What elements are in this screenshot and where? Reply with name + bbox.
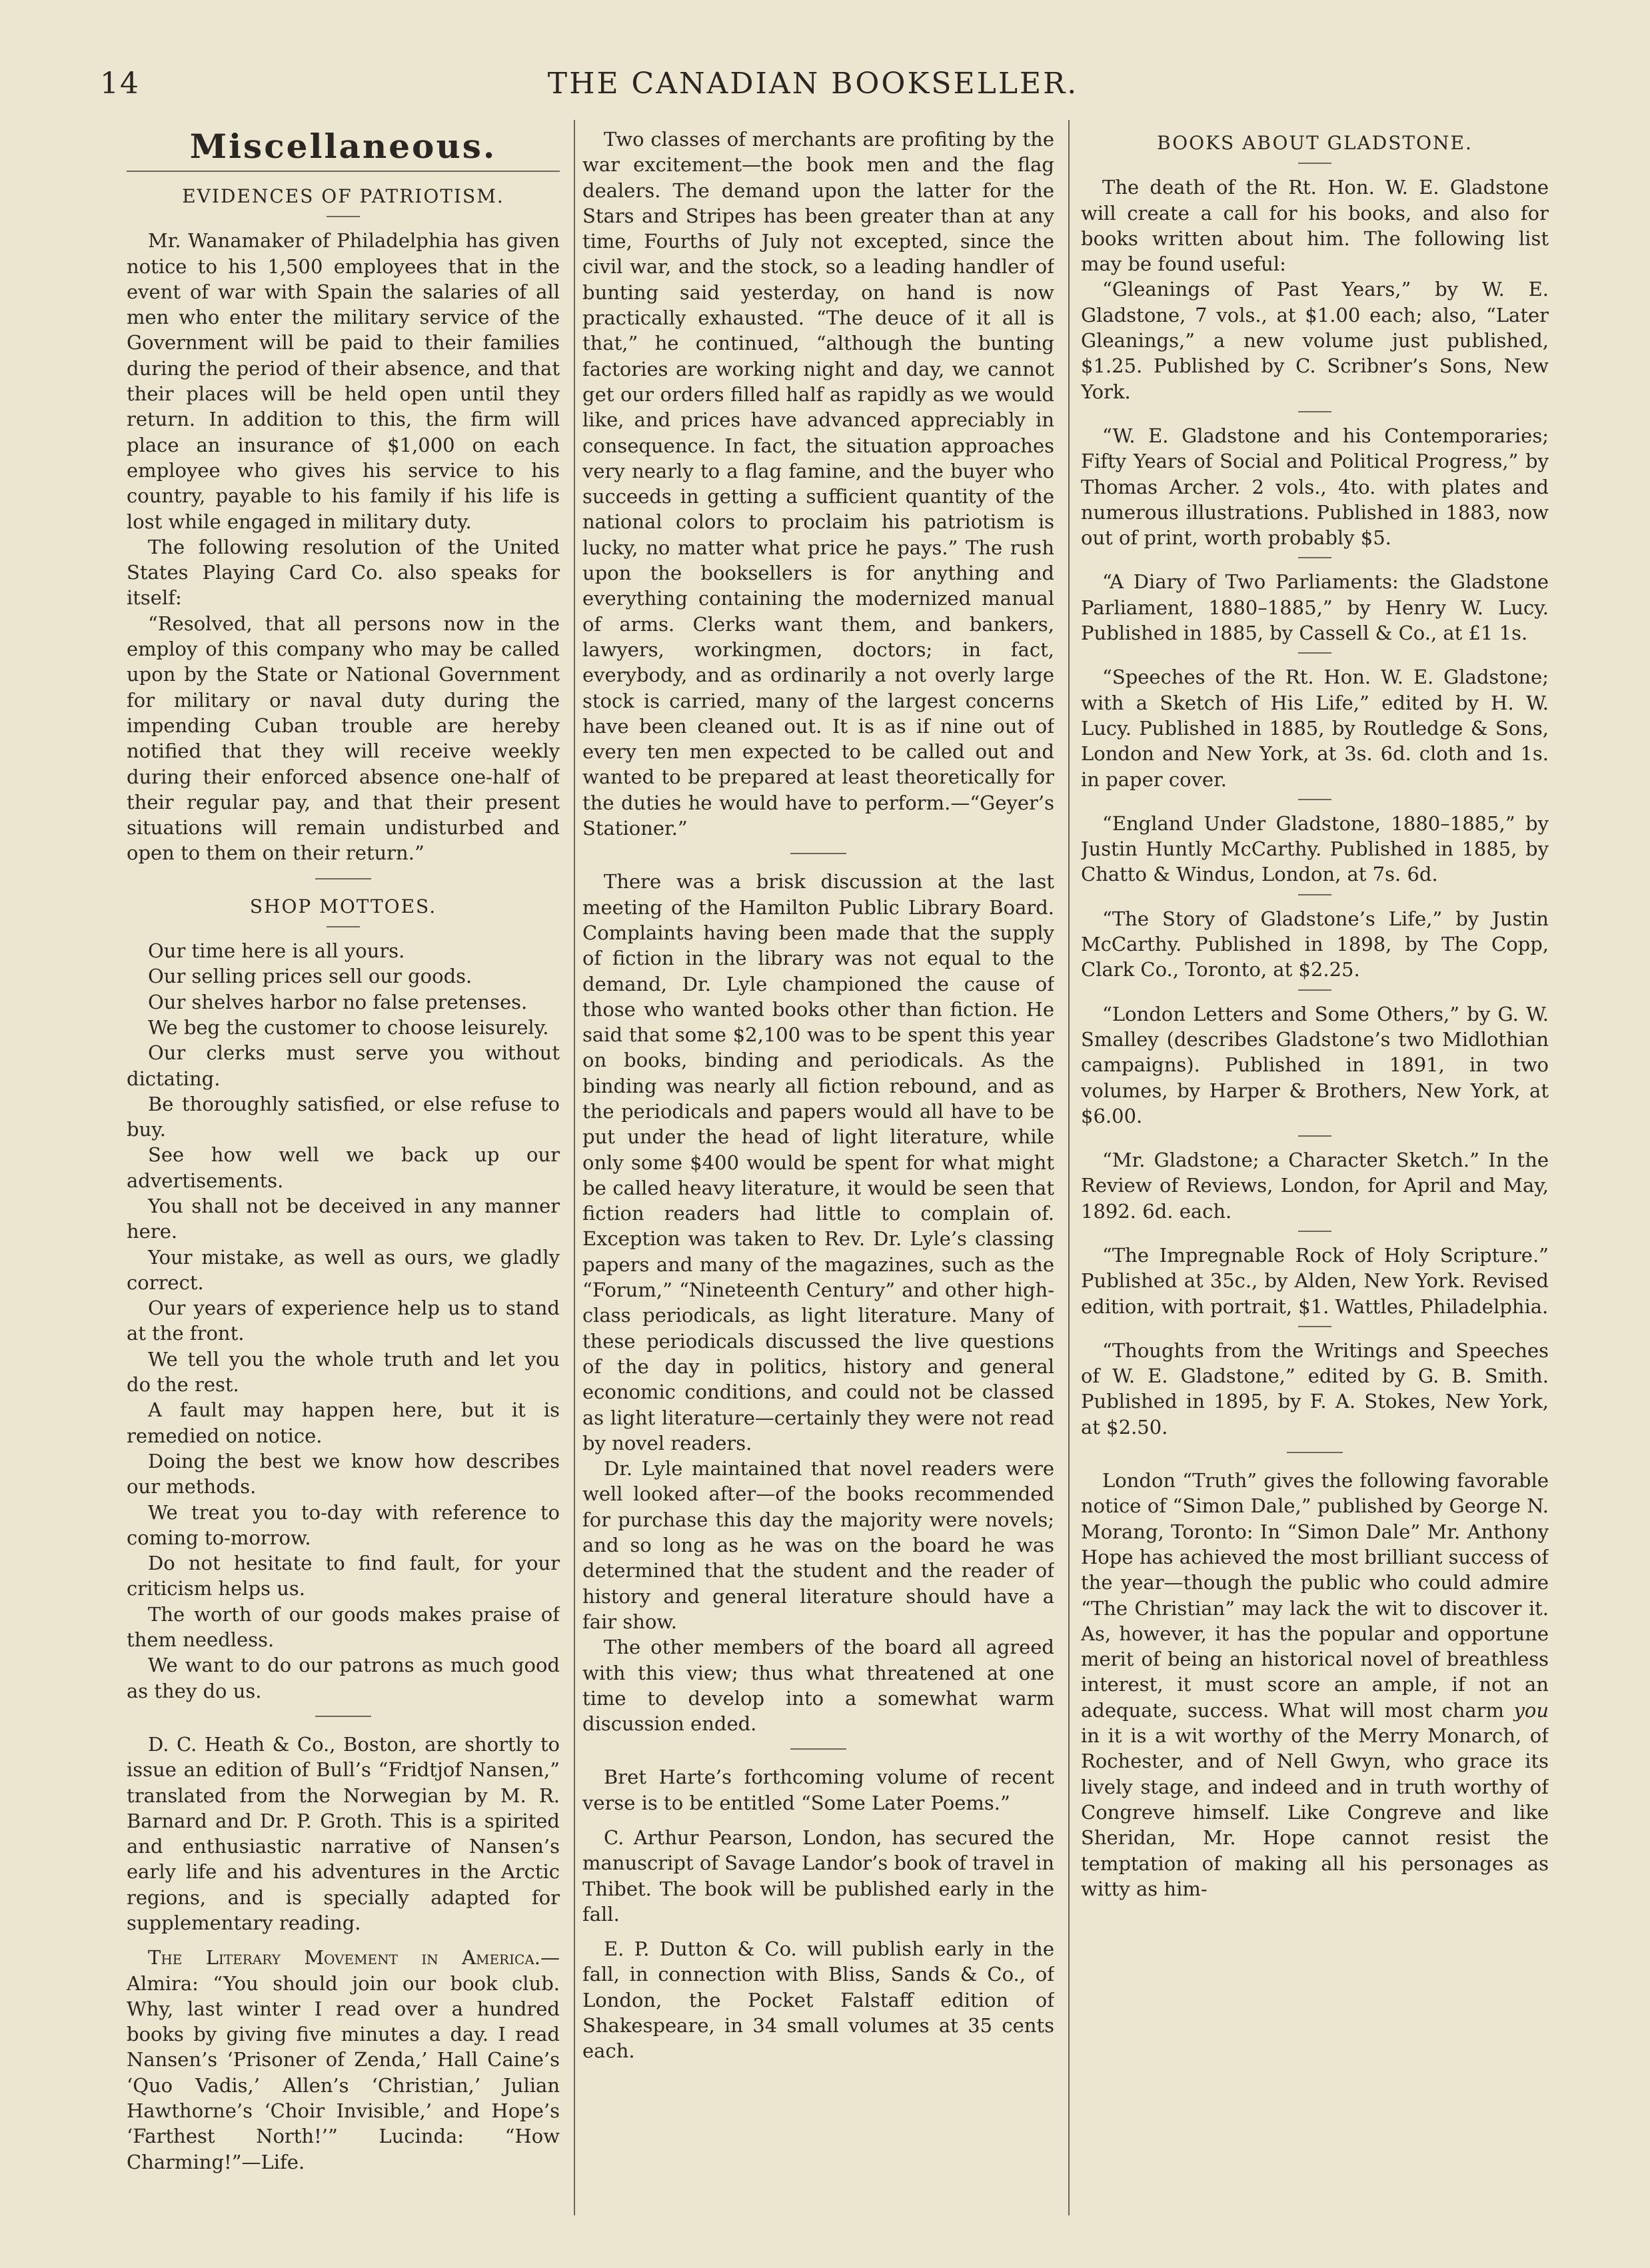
paragraph: The death of the Rt. Hon. W. E. Gladstone will create a call for his books, and also for books written about him. The following list may be found useful: [1081, 176, 1549, 276]
paragraph: The following resolution of the United States Playing Card Co. also speaks for itself: [127, 535, 560, 610]
motto: Do not hesitate to find fault, for your criticism helps us. [127, 1552, 560, 1600]
book-entry: “A Diary of Two Parliaments: the Gladstone Parliament, 1880–1885,” by Henry W. Lucy. Published in 1885, by Cassell & Co., at £1 1s. [1081, 570, 1549, 645]
divider [315, 878, 371, 879]
motto: See how well we back up our advertisements. [127, 1143, 560, 1192]
paragraph: There was a brisk discussion at the last meeting of the Hamilton Public Library Board. Complaints having been made that the supply of fiction in the library was not equal to the demand, Dr. Lyle championed the cause of those who wanted books other than fiction. He said that some $2,100 was to be spent this year on books, binding and periodicals. As the binding was nearly all fiction rebound, and as the periodicals and papers would all have to be put under the head of light literature, while only some $400 would be spent for what might be called heavy literature, it would be seen that fiction readers had little to complain of. Exception was taken to Rev. Dr. Lyle’s classing papers and many of the magazines, such as the “Forum,” “Nineteenth Century” and other high-class periodicals, as light literature. Many of these periodicals discussed the live questions of the day in politics, history and general economic conditions, and could not be classed as light literature—certainly they were not read by novel readers. [582, 870, 1054, 1454]
paragraph: The other members of the board all agreed with this view; thus what threatened at one time to develop into a somewhat warm discussion ended. [582, 1636, 1054, 1736]
column-rule [1068, 120, 1070, 2215]
paragraph [1081, 1468, 1549, 1902]
paragraph: E. P. Dutton & Co. will publish early in the fall, in connection with Bliss, Sands & Co., of London, the Pocket Falstaff edition of Shakespeare, in 34 small volumes at 35 cents each. [582, 1938, 1054, 2063]
motto: Our selling prices sell our goods. [148, 965, 472, 988]
paragraph: Dr. Lyle maintained that novel readers were well looked after—of the books recommended for purchase this day the majority were novels; and so long as he was on the board he was determined that the student and the reader of history and general literature should have a fair show. [582, 1457, 1054, 1633]
divider [1298, 652, 1331, 654]
page-number: 14 [100, 67, 140, 101]
article-title: SHOP MOTTOES. [249, 895, 437, 917]
book-entry: “England Under Gladstone, 1880–1885,” by Justin Huntly McCarthy. Published in 1885, by Chatto & Windus, London, at 7s. 6d. [1081, 812, 1549, 886]
divider [1298, 557, 1331, 558]
divider [315, 1716, 371, 1717]
paragraph: Mr. Wanamaker of Philadelphia has given notice to his 1,500 employees that in the event of war with Spain the salaries of all men who enter the military service of the Government will be paid to their families during the period of their absence, and that their places will be held open until they return. In addition to this, the firm will place an insurance of $1,000 on each employee who gives his service to his country, payable to his family if his life is lost while engaged in military duty. [127, 229, 560, 533]
motto: Be thoroughly satisfied, or else refuse to buy. [127, 1092, 560, 1141]
motto: A fault may happen here, but it is remedied on notice. [127, 1399, 560, 1447]
section-heading: Miscellaneous. [189, 127, 497, 166]
paragraph: C. Arthur Pearson, London, has secured the manuscript of Savage Landor’s book of travel in Thibet. The book will be published early in the fall. [582, 1826, 1054, 1926]
divider [1298, 1135, 1331, 1137]
paragraph-text: London “Truth” gives the following favorable notice of “Simon Dale,” published by George N. Morang, Toronto: In “Simon Dale” Mr. Anthony Hope has achieved the most brilliant success of the year—though the public who could admire “The Christian” may lack the wit to discover it. As, however, it has the popular and opportune merit of being an historical novel of breathless interest, it must score an ample, if not an adequate, success. What will most charm [1081, 1469, 1549, 1722]
motto: Our years of experience help us to stand at the front. [127, 1297, 560, 1345]
running-head: THE CANADIAN BOOKSELLER. [547, 67, 1079, 101]
motto: Doing the best we know how describes our methods. [127, 1449, 560, 1498]
book-entry: “The Story of Gladstone’s Life,” by Justin McCarthy. Published in 1898, by The Copp, Clark Co., Toronto, at $2.25. [1081, 907, 1549, 981]
column-1 [127, 127, 560, 2205]
book-entry: “Mr. Gladstone; a Character Sketch.” In the Review of Reviews, London, for April and May, 1892. 6d. each. [1081, 1149, 1549, 1223]
motto: Your mistake, as well as ours, we gladly correct. [127, 1245, 560, 1294]
divider [790, 1748, 846, 1750]
book-entry: “W. E. Gladstone and his Contemporaries; Fifty Years of Social and Political Progress,” by Thomas Archer. 2 vols., 4to. with plates and numerous illustrations. Published in 1883, now out of print, worth probably $5. [1081, 424, 1549, 550]
divider [1298, 799, 1331, 800]
motto: We treat you to-day with reference to coming to-morrow. [127, 1500, 560, 1549]
paragraph: Bret Harte’s forthcoming volume of recent verse is to be entitled “Some Later Poems.” [582, 1766, 1054, 1814]
book-entry: “Gleanings of Past Years,” by W. E. Gladstone, 7 vols., at $1.00 each; also, “Later Gleanings,” a new volume just published, $1.25. Published by C. Scribner’s Sons, New York. [1081, 278, 1549, 403]
column-3 [1081, 127, 1549, 2205]
book-entry: “London Letters and Some Others,” by G. W. Smalley (describes Gladstone’s two Midlothian campaigns). Published in 1891, in two volumes, by Harper & Brothers, New York, at $6.00. [1081, 1002, 1549, 1127]
motto: We beg the customer to choose leisurely. [148, 1015, 549, 1039]
motto: We want to do our patrons as much good as they do us. [127, 1654, 560, 1702]
column-2 [582, 127, 1054, 2205]
divider [327, 216, 360, 217]
book-entry: “The Impregnable Rock of Holy Scripture.” Published at 35c., by Alden, New York. Revised edition, with portrait, $1. Wattles, Philadelphia. [1081, 1243, 1549, 1318]
book-entry: “Speeches of the Rt. Hon. W. E. Gladstone; with a Sketch of His Life,” edited by H. W. Lucy. Published in 1885, by Routledge & Sons, London and New York, at 3s. 6d. cloth and 1s. in paper cover. [1081, 666, 1549, 791]
divider [1298, 989, 1331, 991]
motto: We tell you the whole truth and let you do the rest. [127, 1347, 560, 1397]
divider [1298, 894, 1331, 895]
motto: Our clerks must serve you without dictating. [127, 1041, 560, 1090]
divider [1298, 1326, 1331, 1327]
article-title: BOOKS ABOUT GLADSTONE. [1157, 132, 1473, 154]
divider [127, 171, 560, 172]
divider [1298, 163, 1331, 164]
divider [1287, 1452, 1343, 1453]
column-rule [574, 120, 575, 2215]
motto: Our shelves harbor no false pretenses. [148, 990, 528, 1013]
paragraph: D. C. Heath & Co., Boston, are shortly to issue an edition of Bull’s “Fridtjof Nansen,” translated from the Norwegian by M. R. Barnard and Dr. P. Groth. This is a spirited and enthusiastic narrative of Nansen’s early life and his adventures in the Arctic regions, and is specially adapted for supplementary reading. [127, 1732, 560, 1934]
paragraph-text: Almira: “You should join our book club. Why, last winter I read over a hundred books by giving five minutes a day. I read Nansen’s ‘Prisoner of Zenda,’ Hall Caine’s ‘Quo Vadis,’ Allen’s ‘Christian,’ Julian Hawthorne’s ‘Choir Invisible,’ and Hope’s ‘Farthest North!’” Lucinda: “How Charming!”—Life. [127, 1972, 560, 2173]
divider [327, 926, 360, 927]
page-header [80, 61, 1546, 108]
motto: You shall not be deceived in any manner here. [127, 1194, 560, 1243]
paragraph [127, 1945, 560, 2175]
run-in-heading: The Literary Movement in America.— [148, 1946, 560, 1970]
motto: Our time here is all yours. [148, 939, 405, 963]
paragraph: “Resolved, that all persons now in the employ of this company who may be called upon by the State or National Government for military or naval duty during the impending Cuban trouble are hereby notified that they will receive weekly during their enforced absence one-half of their regular pay, and that their present situations will remain undisturbed and open to them on their return.” [127, 612, 560, 865]
emphasis: you [1513, 1698, 1549, 1722]
book-entry: “Thoughts from the Writings and Speeches of W. E. Gladstone,” edited by G. B. Smith. Published in 1895, by F. A. Stokes, New York, at $2.50. [1081, 1339, 1549, 1438]
article-title: EVIDENCES OF PATRIOTISM. [182, 185, 504, 207]
motto-list [127, 938, 560, 1704]
divider [1298, 411, 1331, 412]
divider [1298, 1231, 1331, 1232]
paragraph-text: in it is a wit worthy of the Merry Monarch, of Rochester, and of Nell Gwyn, who grace its lively stage, and indeed and in truth worthy of Congreve himself. Like Congreve and like Sheridan, Mr. Hope cannot resist the temptation of making all his personages as witty as him- [1081, 1724, 1549, 1900]
paragraph: Two classes of merchants are profiting by the war excitement—the book men and the flag dealers. The demand upon the latter for the Stars and Stripes has been greater than at any time, Fourths of July not excepted, since the civil war, and the stock, so a leading handler of bunting said yesterday, on hand is now practically exhausted. “The deuce of it all is that,” he continued, “although the bunting factories are working night and day, we cannot get our orders filled half as rapidly as we would like, and prices have advanced appreciably in consequence. In fact, the situation approaches very nearly to a flag famine, and the buyer who succeeds in getting a sufficient quantity of the national colors to proclaim his patriotism is lucky, no matter what price he pays.” The rush upon the booksellers is for anything and everything containing the modernized manual of arms. Clerks want them, and bankers, lawyers, workingmen, doctors; in fact, everybody, and as ordinarily a not overly large stock is carried, many of the largest concerns have been cleaned out. It is as if nine out of every ten men expected to be called out and wanted to be prepared at least theoretically for the duties he would have to perform.—“Geyer’s Stationer.” [582, 128, 1054, 840]
motto: The worth of our goods makes praise of them needless. [127, 1602, 560, 1652]
divider [790, 853, 846, 854]
